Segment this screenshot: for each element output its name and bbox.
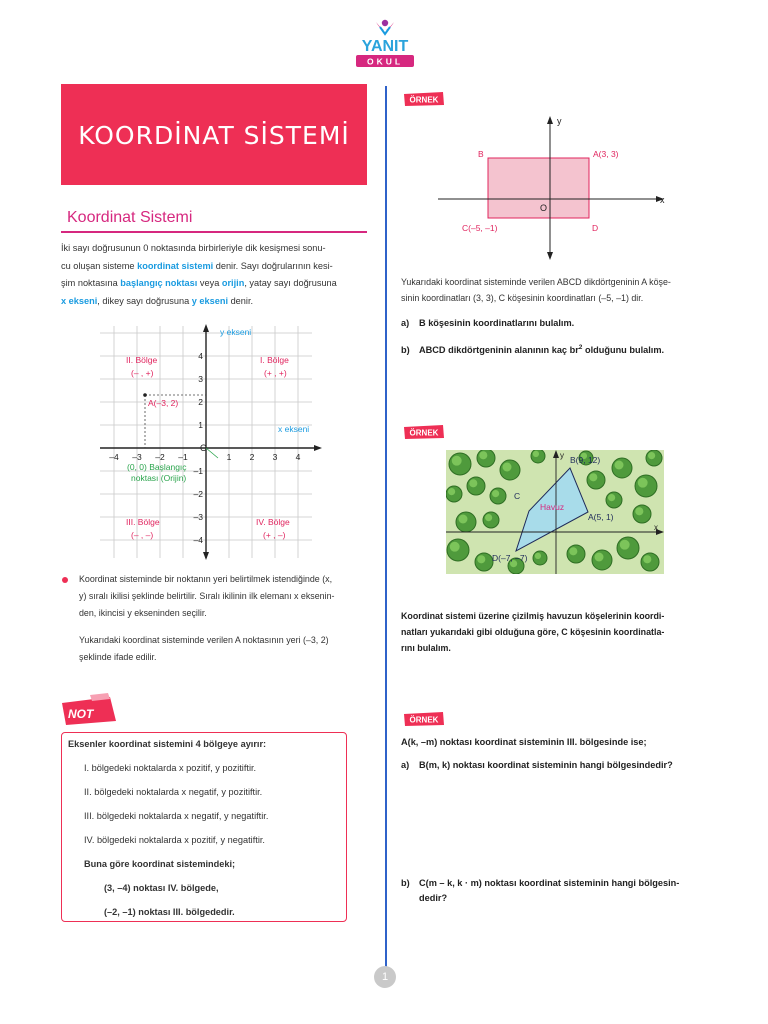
logo-brand: YANIT [361,38,409,55]
tree-highlight [608,494,615,501]
term-x-ekseni: x ekseni [61,295,98,306]
rect-y-label: y [557,116,562,126]
quadrant-1-sign: (+ , +) [264,368,287,378]
grid-x-tick: –1 [178,452,188,462]
rectangle-figure [430,110,670,262]
yanit-okul-logo [352,14,418,72]
x-axis-label: x ekseni [278,424,310,434]
ornek-badge-2 [403,424,445,440]
x-axis-arrow-icon [314,445,322,451]
ex3-intro: A(k, –m) noktası koordinat sisteminin III. bölgesinde ise; [401,737,647,747]
section-title: Koordinat Sistemi [67,209,193,226]
note-item-4: IV. bölgedeki noktalarda x pozitif, y negatiftir. [84,835,265,845]
rect-origin-label: O [540,203,548,213]
tree-highlight [452,456,462,466]
tree-highlight [477,555,485,563]
tree-highlight [459,515,468,524]
bullet-paragraph: Koordinat sisteminde bir noktanın yeri belirtilmek istendiğinde (x, y) sıralı ikilisi şeklinde belirtilir. Sıralı ikilinin ilk elemanı x ekse​nin- den, ikincisi y ekseninden seçilir. Yukarıdaki koordinat sisteminde verilen A noktasının yeri (–3, 2) şeklinde ifade edilir. [79,574,335,662]
tree-highlight [503,463,512,472]
tree-highlight [595,553,604,562]
pool-label: Havuz [540,502,565,512]
tree-highlight [450,542,460,552]
pool-vertex-b: B(9, 12) [570,455,601,465]
term-koordinat-sistemi: koordinat sistemi [137,260,214,271]
pool-vertex-d: D(–7, –7) [492,553,528,563]
term-orijin: orijin [221,278,245,288]
vertex-c-label: C(–5, –1) [462,223,498,233]
quadrant-4-name: IV. Bölge [256,517,290,527]
ex1-text: Yukarıdaki koordinat sisteminde verilen ABCD dikdörtgeninin A köşe- sinin koordinatları (3, 3), C köşesinin koordinatları (–5, –1) dir. [401,277,671,303]
point-a-label: A(–3, 2) [148,398,179,408]
vertex-d-label: D [592,223,599,233]
grid-x-tick: 3 [272,452,278,462]
vertex-a-label: A(3, 3) [593,149,619,159]
quadrant-4-sign: (+ , –) [263,530,286,540]
rectangle-abcd [488,158,589,218]
grid-y-tick: 3 [198,374,203,384]
tree-highlight [615,461,624,470]
tree-highlight [492,490,499,497]
pool-vertex-a: A(5, 1) [588,512,614,522]
tree-highlight [635,507,643,515]
origin-note-1: (0, 0) Başlangıç [127,462,187,472]
column-divider [385,86,387,968]
intro-line-3: şim noktasına başlangıç noktası veya orijin, yatay sayı doğrusuna [61,278,337,288]
note-example-2: (–2, –1) noktası III. bölgededir. [104,907,235,917]
term-y-ekseni: y ekseni [191,295,229,306]
vertex-b-label: B [478,149,484,159]
grid-x-tick: –3 [132,452,142,462]
rect-y-down-arrow-icon [547,252,553,260]
grid-x-tick: –2 [155,452,165,462]
quadrant-2-sign: (– , +) [131,368,154,378]
grid-y-tick: –4 [193,535,203,545]
tree-highlight [448,488,455,495]
y-axis-arrow-icon [203,324,209,332]
quadrant-3-sign: (– , –) [131,530,154,540]
ornek-badge-3-label: ÖRNEK [409,715,439,725]
section-underline [61,231,367,233]
coordinate-grid-figure [100,322,322,560]
y-axis-down-arrow-icon [203,552,209,560]
term-baslangic-noktasi: başlangıç noktası [120,278,198,288]
logo-sub: OKUL [366,56,404,67]
grid-y-tick: 1 [198,420,203,430]
ex3-question-a: a) B(m, k) noktası koordinat sisteminin hangi bölgesindedir? [401,760,673,770]
grid-x-tick: 4 [295,452,301,462]
tree-highlight [643,555,651,563]
intro-line-4: x ekseni, dikey sayı doğrusuna y ekseni denir. [61,295,254,306]
ex1-question-b: b) ABCD dikdörtgeninin alanının kaç $br^2$ olduğunu bulalım. [401,344,665,356]
origin-note-2: noktası (Orijin) [131,473,187,483]
tree-highlight [648,452,655,459]
ornek-badge-1-label: ÖRNEK [409,95,439,105]
tree-highlight [469,479,477,487]
y-axis-label: y ekseni [220,327,252,337]
pool-x-label: x [654,523,658,532]
origin-label: O [200,443,208,453]
quadrant-2-name: II. Bölge [126,355,158,365]
page-number: 1 [374,966,396,988]
pool-figure [446,450,664,574]
tree-highlight [589,473,597,481]
ex1-question-a: a) B köşesinin koordinatlarını bulalım. [401,318,575,328]
tree-highlight [569,547,577,555]
note-box [61,732,347,922]
tree-highlight [533,451,539,457]
grid-y-tick: –2 [193,489,203,499]
grid-y-tick: –1 [193,466,203,476]
not-badge-label: NOT [68,707,94,721]
intro-line-1: İki sayı doğrusunun 0 noktasında birbirleriyle dik kesişmesi sonu- [61,243,326,253]
grid-y-tick: 2 [198,397,203,407]
ex3-question-b: b) C(m – k, k · m) noktası koordinat sisteminin hangi bölgesin- dedir? [401,878,680,903]
grid-x-tick: 1 [226,452,232,462]
quadrant-3-name: III. Bölge [126,517,160,527]
intro-line-2: cu oluşan sisteme koordinat sistemi denir. Sayı doğrularının kesi- [61,260,333,271]
note-item-1: I. bölgedeki noktalarda x pozitif, y pozitiftir. [84,763,257,773]
tree-highlight [620,540,630,550]
grid-x-tick: –4 [109,452,119,462]
quadrant-1-name: I. Bölge [260,355,289,365]
grid-y-tick: –3 [193,512,203,522]
ornek-badge-2-label: ÖRNEK [409,428,439,438]
pool-vertex-c: C [514,491,521,501]
note-sub: Buna göre koordinat sistemindeki; [84,859,236,869]
ornek-badge-1 [403,91,445,107]
note-item-3: III. bölgedeki noktalarda x negatif, y negatiftir. [84,811,269,821]
logo-figure-icon [376,20,394,34]
ex2-text: Koordinat sistemi üzerine çizilmiş havuzun köşelerinin koordi- natları yukarıdaki gibi olduğuna göre, C köşesinin koordinatla- rını bulalım. [401,611,665,653]
rect-y-arrow-icon [547,116,553,124]
tree-highlight [535,553,541,559]
grid-x-tick: 2 [249,452,255,462]
pool-y-label: y [560,451,564,460]
note-heading: Eksenler koordinat sistemini 4 bölgeye ayırır: [68,739,267,749]
page-title: KOORDİNAT SİSTEMİ [78,121,350,150]
not-badge [60,693,118,727]
rect-x-label: x [660,195,665,205]
tree-highlight [479,451,487,459]
tree-highlight [638,478,648,488]
note-example-1: (3, –4) noktası IV. bölgede, [104,883,219,893]
origin-pointer [206,448,218,458]
intro-paragraph [61,240,367,310]
note-item-2: II. bölgedeki noktalarda x negatif, y pozitiftir. [84,787,263,797]
ornek-badge-3 [403,711,445,727]
bullet-dot [62,577,68,583]
tree-highlight [485,514,492,521]
point-a-dot [143,393,147,397]
grid-y-tick: 4 [198,351,203,361]
